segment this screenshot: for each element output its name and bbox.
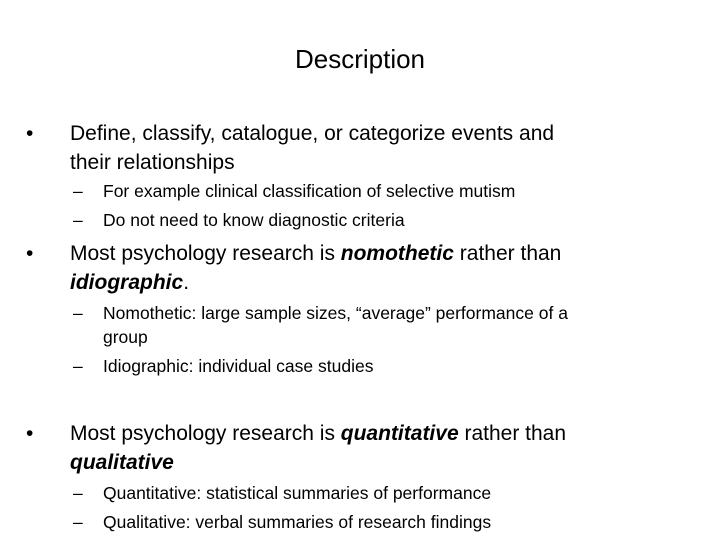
sub-bullet-text-line: group: [103, 327, 148, 347]
dash-marker: –: [73, 210, 83, 230]
bullet-text-line: [70, 448, 680, 477]
bullet-text-plain: Most psychology research is: [70, 422, 341, 445]
bullet-marker: •: [26, 242, 34, 265]
dash-marker: –: [73, 181, 83, 201]
bullet-text: [70, 239, 680, 297]
bullet-text-plain: rather than: [453, 242, 562, 265]
dash-marker: –: [73, 356, 83, 376]
bullet-text: [70, 419, 680, 477]
bullet-text-plain: Most psychology research is: [70, 242, 341, 265]
sub-bullet-text: Do not need to know diagnostic criteria: [103, 210, 405, 230]
slide-title: Description: [294, 44, 426, 74]
sub-bullet-text: Qualitative: verbal summaries of research findings: [103, 512, 492, 532]
bullet-marker: •: [26, 422, 34, 445]
sub-bullet-text: [103, 301, 663, 349]
bullet-text-plain: .: [183, 271, 190, 294]
bullet-text-line: Define, classify, catalogue, or categorize events and: [70, 122, 555, 145]
sub-bullet-text: For example clinical classification of selective mutism: [103, 181, 516, 201]
dash-marker: –: [73, 303, 83, 323]
emphasis-term: idiographic: [70, 271, 184, 294]
bullet-text-line: [70, 268, 680, 297]
sub-bullet-text: Quantitative: statistical summaries of performance: [103, 483, 492, 503]
dash-marker: –: [73, 483, 83, 503]
bullet-text-plain: rather than: [458, 422, 567, 445]
emphasis-term: qualitative: [70, 451, 174, 474]
emphasis-term: quantitative: [340, 422, 459, 445]
bullet-text-line: [70, 239, 680, 268]
bullet-text-line: [70, 419, 680, 448]
bullet-marker: •: [26, 122, 34, 145]
emphasis-term: nomothetic: [340, 242, 454, 265]
bullet-text: [70, 119, 680, 177]
dash-marker: –: [73, 512, 83, 532]
sub-bullet-text: Idiographic: individual case studies: [103, 356, 374, 376]
sub-bullet-text-line: Nomothetic: large sample sizes, “average” performance of a: [103, 303, 568, 323]
bullet-text-line: their relationships: [70, 151, 235, 174]
